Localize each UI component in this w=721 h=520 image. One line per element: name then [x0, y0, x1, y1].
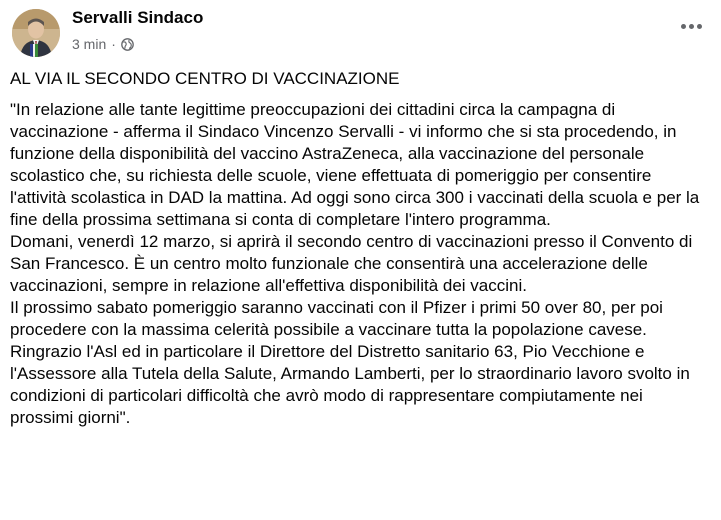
meta-separator: · — [111, 36, 116, 52]
post-paragraph: Il prossimo sabato pomeriggio saranno vaccinati con il Pfizer i primi 50 over 80, per poi procedere con la massima celerità possibile a vaccinare tutta la popolazione cavese. Ringrazio l'Asl ed in particolare il Direttore del Distretto sanitario 63, Pio Vecchione e l'Assessore alla Tutela della Salute, Armando Lamberti, per lo straordinario lavoro svolto in condizioni di particolari difficoltà che avrò modo di rappresentare compiutamente nei prossimi giorni". — [10, 298, 690, 427]
post-headline: AL VIA IL SECONDO CENTRO DI VACCINAZIONE — [10, 69, 400, 88]
more-dot — [681, 24, 686, 29]
author-name[interactable]: Servalli Sindaco — [72, 8, 204, 27]
post-body — [10, 68, 710, 429]
post-timestamp[interactable]: 3 min — [72, 36, 107, 52]
more-dot — [697, 24, 702, 29]
more-dot — [689, 24, 694, 29]
more-options-icon[interactable] — [677, 16, 705, 36]
post-paragraph: "In relazione alle tante legittime preoccupazioni dei cittadini circa la campagna di vaccinazione - afferma il Sindaco Vincenzo Servalli - vi informo che si sta procedendo, in funzione della disponibilità del vaccino AstraZeneca, alla vaccinazione del personale scolastico che, su richiesta delle scuole, viene effettuata di pomeriggio per consentire l'attività scolastica in DAD la mattina. Ad oggi sono circa 300 i vaccinati della scuola e per la fine della prossima settimana si conta di completare l'intero programma. — [10, 100, 700, 229]
post-meta — [72, 36, 134, 52]
author-avatar[interactable] — [12, 9, 60, 57]
globe-icon[interactable] — [121, 38, 134, 51]
post-paragraph: Domani, venerdì 12 marzo, si aprirà il secondo centro di vaccinazioni presso il Convento di San Francesco. È un centro molto funzionale che consentirà una accelerazione delle vaccinazioni, sempre in relazione all'effettiva disponibilità dei vaccini. — [10, 232, 693, 295]
